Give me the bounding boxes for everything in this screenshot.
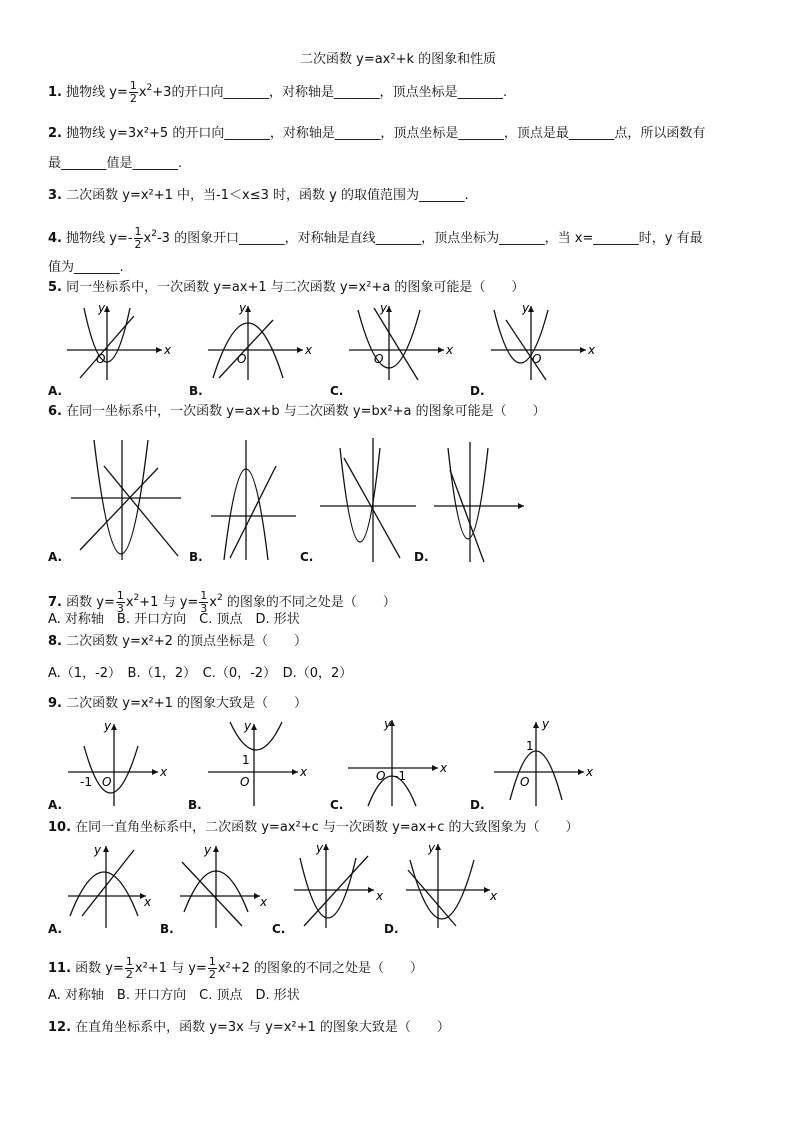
- q10-option-b[interactable]: B.: [160, 922, 174, 936]
- question-2: 2. 抛物线 y=3x²+5 的开口向_______，对称轴是_______，顶点坐标是_______，顶点是最_______点，所以函数有: [48, 126, 706, 141]
- svg-text:x: x: [586, 765, 594, 779]
- svg-text:y: y: [522, 301, 530, 315]
- svg-text:O: O: [102, 775, 112, 789]
- q10-option-a[interactable]: A.: [48, 922, 63, 936]
- svg-text:y: y: [244, 719, 252, 733]
- question-3: 3. 二次函数 y=x²+1 中，当-1＜x≤3 时，函数 y 的取值范围为_______.: [48, 188, 469, 203]
- svg-text:y: y: [94, 843, 102, 857]
- svg-text:1: 1: [526, 739, 534, 753]
- svg-text:O: O: [376, 769, 386, 783]
- q6-option-d[interactable]: D.: [414, 550, 429, 564]
- fraction: $\frac{1}{3}$: [116, 589, 124, 615]
- svg-text:x: x: [490, 889, 498, 903]
- question-1: 1. 抛物线 y= $\frac{1}{2}$ $x^2+3$的开口向_______，对称轴是_______，顶点坐标是_______.: [48, 79, 508, 105]
- q10-graph-a: [64, 840, 164, 930]
- svg-text:1: 1: [242, 753, 250, 767]
- svg-text:x: x: [440, 761, 448, 775]
- q6-graph-b: [206, 438, 301, 563]
- svg-text:-1: -1: [80, 775, 92, 789]
- q9-graph-c: [344, 716, 454, 808]
- q11-options[interactable]: A. 对称轴 B. 开口方向 C. 顶点 D. 形状: [48, 988, 300, 1003]
- q6-option-a[interactable]: A.: [48, 550, 63, 564]
- page-title: 二次函数 y=ax²+k 的图象和性质: [300, 52, 497, 67]
- svg-text:x: x: [376, 889, 384, 903]
- q9-graph-d: [490, 716, 600, 808]
- svg-text:x: x: [260, 895, 268, 909]
- fraction: $\frac{1}{2}$: [134, 225, 142, 251]
- svg-text:x: x: [164, 343, 172, 357]
- q10-graph-b: [176, 840, 276, 930]
- svg-text:y: y: [542, 717, 550, 731]
- question-6: 6. 在同一坐标系中，一次函数 y=ax+b 与二次函数 y=bx²+a 的图象可能是（ ）: [48, 404, 546, 419]
- q8-options[interactable]: A.（1，-2） B.（1，2） C.（0，-2） D.（0，2）: [48, 666, 353, 681]
- svg-text:y: y: [239, 301, 247, 315]
- fraction: $\frac{1}{2}$: [208, 955, 216, 981]
- q9-option-d[interactable]: D.: [470, 798, 485, 812]
- question-10: 10. 在同一直角坐标系中，二次函数 y=ax²+c 与一次函数 y=ax+c 的大致图象为（ ）: [48, 820, 579, 835]
- svg-text:O: O: [237, 352, 247, 366]
- q5-option-b[interactable]: B.: [189, 384, 203, 398]
- svg-text:y: y: [104, 719, 112, 733]
- q9-option-a[interactable]: A.: [48, 798, 63, 812]
- question-8: 8. 二次函数 y=x²+2 的顶点坐标是（ ）: [48, 634, 308, 649]
- q6-graph-c: [318, 436, 418, 564]
- fraction: $\frac{1}{2}$: [125, 955, 133, 981]
- q10-graph-d: [402, 838, 502, 930]
- svg-text:y: y: [204, 843, 212, 857]
- svg-text:O: O: [520, 775, 530, 789]
- q10-graph-c: [290, 838, 390, 930]
- q10-option-d[interactable]: D.: [384, 922, 399, 936]
- q6-option-c[interactable]: C.: [300, 550, 314, 564]
- q7-options[interactable]: A. 对称轴 B. 开口方向 C. 顶点 D. 形状: [48, 612, 300, 627]
- svg-text:x: x: [144, 895, 152, 909]
- question-9: 9. 二次函数 y=x²+1 的图象大致是（ ）: [48, 696, 308, 711]
- question-12: 12. 在直角坐标系中，函数 y=3x 与 y=x²+1 的图象大致是（ ）: [48, 1020, 450, 1035]
- svg-text:x: x: [446, 343, 454, 357]
- q10-option-c[interactable]: C.: [272, 922, 286, 936]
- svg-text:x: x: [588, 343, 596, 357]
- svg-text:-1: -1: [394, 769, 406, 783]
- svg-text:x: x: [300, 765, 308, 779]
- svg-text:y: y: [384, 717, 392, 731]
- svg-text:x: x: [305, 343, 313, 357]
- svg-text:y: y: [316, 841, 324, 855]
- question-number: 1.: [48, 85, 62, 100]
- question-4: 4. 抛物线 y=- $\frac{1}{2}$ $x^2-3$ 的图象开口_______，对称轴是直线_______，顶点坐标为_______，当 x=_______时，y 有最: [48, 225, 703, 251]
- svg-text:y: y: [428, 841, 436, 855]
- fraction: $\frac{1}{3}$: [200, 589, 208, 615]
- svg-text:x: x: [160, 765, 168, 779]
- question-2-line2: 最_______值是_______.: [48, 156, 183, 171]
- q9-graph-a: [64, 716, 174, 808]
- q5-graph-c: [344, 298, 464, 383]
- fraction: $\frac{1}{2}$: [129, 79, 137, 105]
- q5-option-c[interactable]: C.: [330, 384, 344, 398]
- svg-text:O: O: [374, 352, 384, 366]
- q6-graph-d: [432, 440, 532, 565]
- q9-option-c[interactable]: C.: [330, 798, 344, 812]
- q5-graph-a: [62, 298, 182, 383]
- question-5: 5. 同一坐标系中，一次函数 y=ax+1 与二次函数 y=x²+a 的图象可能是（ ）: [48, 280, 525, 295]
- q5-option-a[interactable]: A.: [48, 384, 63, 398]
- q5-graph-b: [203, 298, 323, 383]
- svg-text:y: y: [98, 301, 106, 315]
- question-7: 7. 函数 y= $\frac{1}{3}$ $x^2+1$ 与 y= $\frac{1}{3}$ $x^2$ 的图象的不同之处是（ ）: [48, 589, 396, 615]
- q9-graph-b: [204, 716, 314, 808]
- svg-text:O: O: [532, 352, 542, 366]
- svg-text:O: O: [96, 352, 106, 366]
- q6-option-b[interactable]: B.: [189, 550, 203, 564]
- svg-text:y: y: [380, 301, 388, 315]
- question-11: 11. 函数 y= $\frac{1}{2}$ x²+1 与 y= $\frac{1}{2}$ x²+2 的图象的不同之处是（ ）: [48, 955, 424, 981]
- svg-text:O: O: [240, 775, 250, 789]
- question-4-line2: 值为_______.: [48, 260, 124, 275]
- q5-graph-d: [486, 298, 606, 383]
- q9-option-b[interactable]: B.: [188, 798, 202, 812]
- q5-option-d[interactable]: D.: [470, 384, 485, 398]
- q6-graph-a: [66, 438, 186, 563]
